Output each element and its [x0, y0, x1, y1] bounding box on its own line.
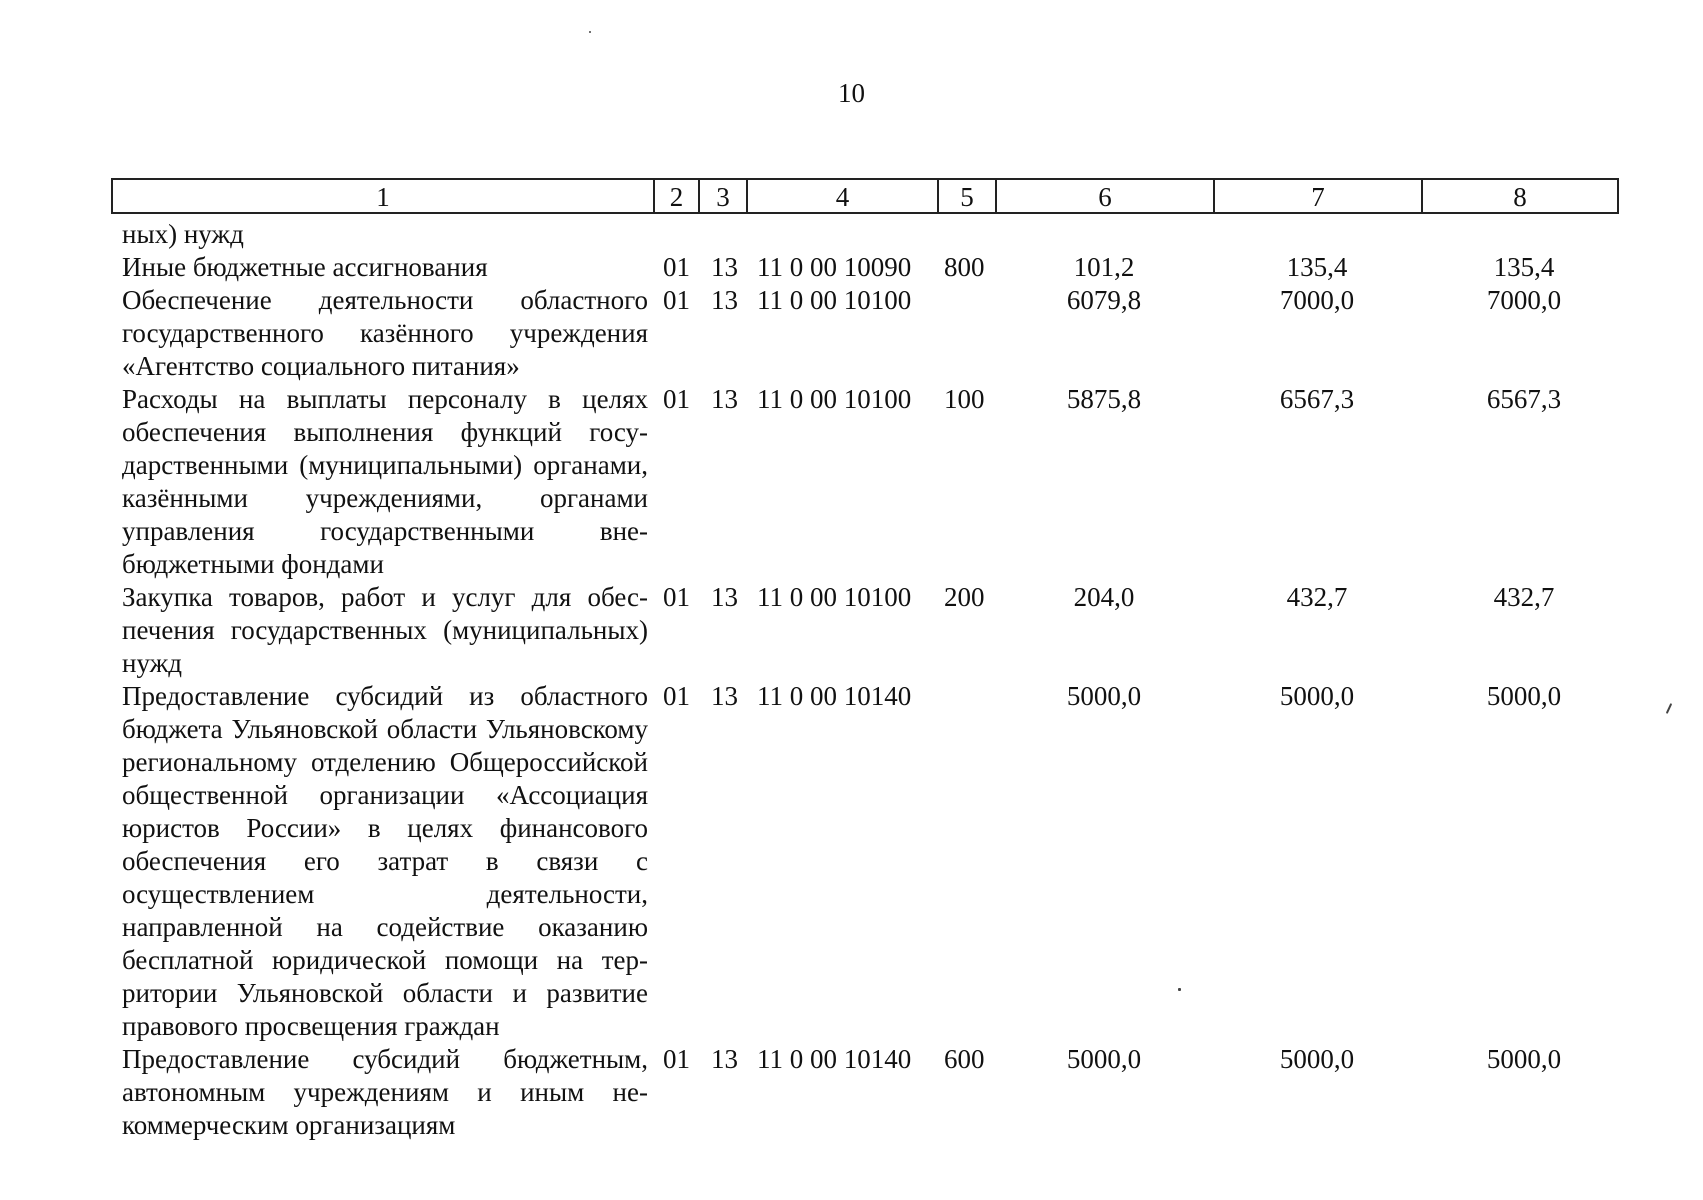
expense-type-code: 600 — [944, 1044, 985, 1074]
amount-col-8: 432,7 — [1493, 582, 1555, 612]
row-description: Обеспечение деятельности областного государственного казённого учреждения «Агентство социального питания» — [122, 285, 648, 381]
page-number: 10 — [838, 78, 865, 108]
expense-type-code: 800 — [944, 252, 985, 282]
section-code: 01 — [663, 1044, 690, 1074]
column-header-1: 1 — [112, 179, 654, 213]
target-article-code: 11 0 00 10140 — [757, 681, 912, 711]
target-article-code: 11 0 00 10100 — [757, 384, 912, 414]
amount-col-6: 5000,0 — [1066, 681, 1142, 711]
target-article-code: 11 0 00 10090 — [757, 252, 912, 282]
amount-col-7: 5000,0 — [1279, 1044, 1355, 1074]
column-header-3: 3 — [699, 179, 747, 213]
table-row — [0, 383, 1703, 581]
section-code: 01 — [663, 582, 690, 612]
section-code: 01 — [663, 681, 690, 711]
subsection-code: 13 — [711, 681, 738, 711]
amount-col-6: 5875,8 — [1066, 384, 1142, 414]
subsection-code: 13 — [711, 1044, 738, 1074]
table-row — [0, 284, 1703, 383]
amount-col-8: 7000,0 — [1486, 285, 1562, 315]
amount-col-6: 101,2 — [1073, 252, 1135, 282]
amount-col-7: 135,4 — [1286, 252, 1348, 282]
scan-speck — [589, 31, 591, 33]
column-header-table — [111, 178, 1619, 214]
target-article-code: 11 0 00 10100 — [757, 285, 912, 315]
subsection-code: 13 — [711, 252, 738, 282]
column-header-5: 5 — [938, 179, 996, 213]
amount-col-8: 135,4 — [1493, 252, 1555, 282]
amount-col-6: 6079,8 — [1066, 285, 1142, 315]
budget-table-body — [0, 218, 1703, 1142]
amount-col-8: 5000,0 — [1486, 1044, 1562, 1074]
table-row — [0, 218, 1703, 251]
subsection-code: 13 — [711, 285, 738, 315]
target-article-code: 11 0 00 10140 — [757, 1044, 912, 1074]
column-header-6: 6 — [996, 179, 1214, 213]
amount-col-8: 5000,0 — [1486, 681, 1562, 711]
scan-speck — [1178, 988, 1181, 991]
amount-col-7: 432,7 — [1286, 582, 1348, 612]
amount-col-7: 7000,0 — [1279, 285, 1355, 315]
table-row — [0, 581, 1703, 680]
table-row — [0, 251, 1703, 284]
row-description: Предоставление субсидий из областного бюджета Ульяновской области Ульяновскому региональному отделению Общероссийской общественной организации «Ассоциация юристов России» в целях финансового обеспечения его затрат в связи с осуществлением деятельности, направленной на содействие оказанию бесплатной юридической помощи на территории Ульяновской области и развитие правового просвещения граждан — [122, 681, 648, 1041]
column-header-2: 2 — [654, 179, 699, 213]
subsection-code: 13 — [711, 384, 738, 414]
table-row — [0, 1043, 1703, 1142]
column-header-7: 7 — [1214, 179, 1422, 213]
subsection-code: 13 — [711, 582, 738, 612]
section-code: 01 — [663, 252, 690, 282]
section-code: 01 — [663, 384, 690, 414]
amount-col-7: 6567,3 — [1279, 384, 1355, 414]
target-article-code: 11 0 00 10100 — [757, 582, 912, 612]
amount-col-7: 5000,0 — [1279, 681, 1355, 711]
row-description: ных) нужд — [122, 219, 244, 249]
row-description: Предоставление субсидий бюджетным, автономным учреждениям и иным некоммерческим организациям — [122, 1044, 648, 1140]
row-description: Иные бюджетные ассигнования — [122, 252, 488, 282]
table-row — [0, 680, 1703, 1043]
expense-type-code: 200 — [944, 582, 985, 612]
row-description: Закупка товаров, работ и услуг для обеспечения государственных (муниципальных) нужд — [122, 582, 648, 678]
amount-col-6: 204,0 — [1073, 582, 1135, 612]
amount-col-8: 6567,3 — [1486, 384, 1562, 414]
column-header-4: 4 — [747, 179, 938, 213]
row-description: Расходы на выплаты персоналу в целях обеспечения выполнения функций государственными (муниципальными) органами, казёнными учреждениями, органами управления государственными внебюджетными фондами — [122, 384, 648, 579]
amount-col-6: 5000,0 — [1066, 1044, 1142, 1074]
section-code: 01 — [663, 285, 690, 315]
expense-type-code: 100 — [944, 384, 985, 414]
column-header-8: 8 — [1422, 179, 1618, 213]
